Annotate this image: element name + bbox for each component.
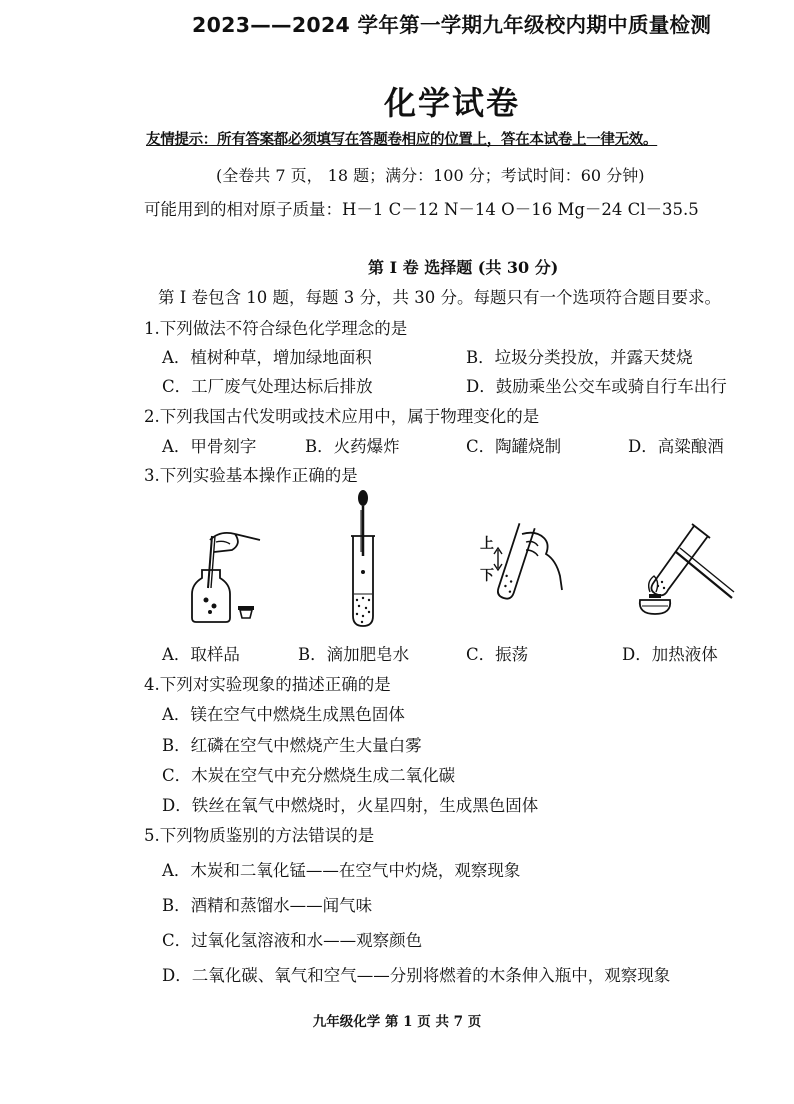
question-1-option-a: A．植树种草，增加绿地面积 <box>162 348 372 367</box>
figure-c-shake-test-tube <box>478 520 568 620</box>
question-4-option-d: D．铁丝在氧气中燃烧时，火星四射，生成黑色固体 <box>162 796 539 815</box>
question-1-option-d: D．鼓励乘坐公交车或骑自行车出行 <box>466 377 727 396</box>
exam-meta: (全卷共 7 页， 18 题；满分：100 分；考试时间：60 分钟) <box>216 166 645 185</box>
subject-title: 化学试卷 <box>383 84 520 122</box>
question-3-option-b: B．滴加肥皂水 <box>298 645 410 664</box>
figure-c-label-up: 上 <box>480 536 494 552</box>
question-5-option-a: A．木炭和二氧化锰——在空气中灼烧，观察现象 <box>162 861 521 880</box>
question-4-option-b: B．红磷在空气中燃烧产生大量白雾 <box>162 736 422 755</box>
atomic-mass-line: 可能用到的相对原子质量：H－1 C－12 N－14 O－16 Mg－24 Cl－35.5 <box>144 200 699 219</box>
question-4-stem: 4.下列对实验现象的描述正确的是 <box>144 675 391 694</box>
question-5-option-b: B．酒精和蒸馏水——闻气味 <box>162 896 373 915</box>
question-3-option-a: A．取样品 <box>162 645 240 664</box>
question-4-option-a: A．镁在空气中燃烧生成黑色固体 <box>162 705 405 724</box>
figure-d-heat-liquid <box>636 510 736 618</box>
question-5-option-c: C．过氧化氢溶液和水——观察颜色 <box>162 931 423 950</box>
question-5-stem: 5.下列物质鉴别的方法错误的是 <box>144 826 375 845</box>
friendly-notice: 友情提示：所有答案都必须填写在答题卷相应的位置上，答在本试卷上一律无效。 <box>146 131 658 148</box>
question-2-option-b: B．火药爆炸 <box>305 437 400 456</box>
question-1-stem: 1.下列做法不符合绿色化学理念的是 <box>144 319 408 338</box>
question-4-option-c: C．木炭在空气中充分燃烧生成二氧化碳 <box>162 766 456 785</box>
question-2-option-d: D．高粱酿酒 <box>628 437 724 456</box>
question-3-option-d: D．加热液体 <box>622 645 718 664</box>
section-heading: 第 I 卷 选择题 (共 30 分) <box>368 258 559 277</box>
question-3-option-c: C．振荡 <box>466 645 529 664</box>
question-5-option-d: D．二氧化碳、氧气和空气——分别将燃着的木条伸入瓶中，观察现象 <box>162 966 671 985</box>
question-3-stem: 3.下列实验基本操作正确的是 <box>144 466 358 485</box>
exam-header-title: 2023——2024 学年第一学期九年级校内期中质量检测 <box>192 13 712 37</box>
question-2-option-a: A．甲骨刻字 <box>162 437 257 456</box>
page-footer: 九年级化学 第 1 页 共 7 页 <box>312 1014 482 1030</box>
question-2-option-c: C．陶罐烧制 <box>466 437 562 456</box>
section-intro: 第 I 卷包含 10 题，每题 3 分，共 30 分。每题只有一个选项符合题目要求。 <box>158 288 721 307</box>
question-1-option-b: B．垃圾分类投放，并露天焚烧 <box>466 348 693 367</box>
question-2-stem: 2.下列我国古代发明或技术应用中，属于物理变化的是 <box>144 407 540 426</box>
figure-a-take-sample <box>180 510 270 625</box>
figure-c-label-down: 下 <box>480 568 494 584</box>
question-1-option-c: C．工厂废气处理达标后排放 <box>162 377 373 396</box>
figure-b-dropper-test-tube <box>340 488 390 628</box>
